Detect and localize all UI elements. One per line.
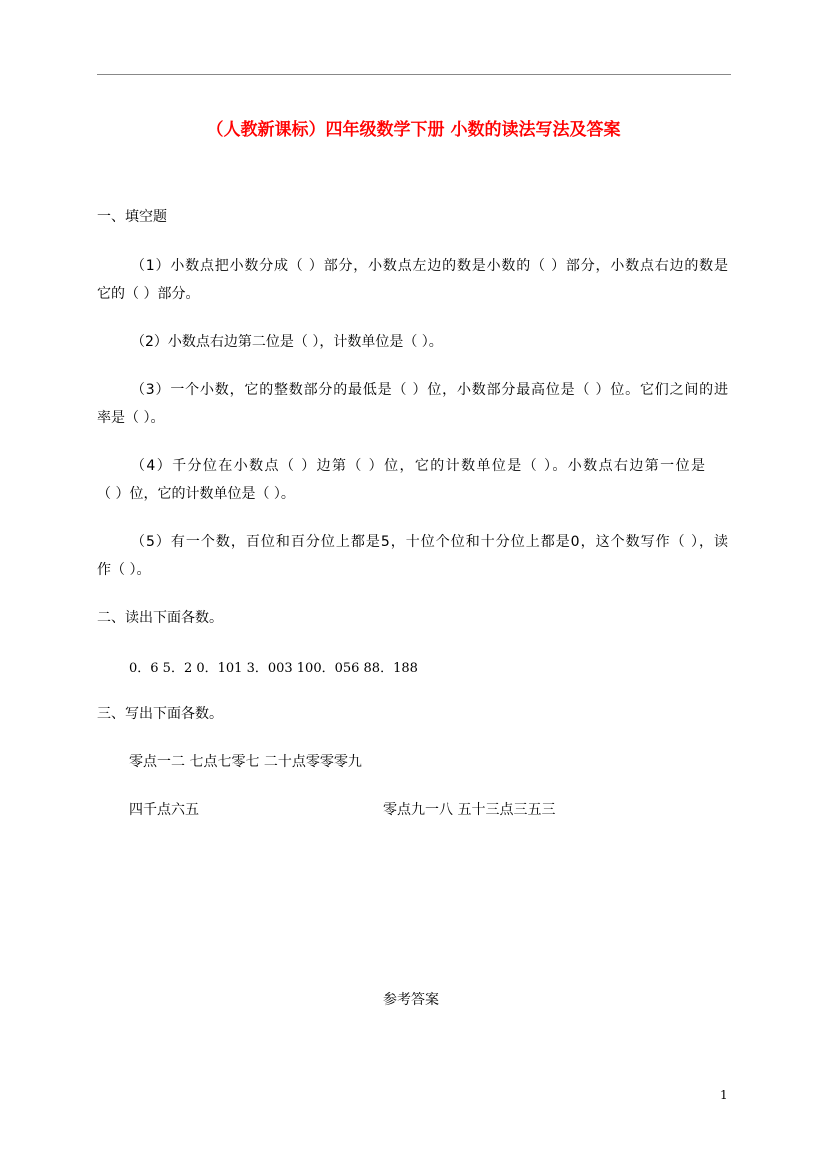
section3-heading: 三、写出下面各数。 [97,706,223,722]
document-title: （人教新课标）四年级数学下册 小数的读法写法及答案 [206,120,621,140]
question-2: （2）小数点右边第二位是（ ），计数单位是（ ）。 [131,334,443,350]
numbers-to-write-row-1: 零点一二 七点七零七 二十点零零零九 [129,754,362,770]
question-1-line-1: （1）小数点把小数分成（ ）部分，小数点左边的数是小数的（ ）部分，小数点右边的数是 [131,258,728,274]
header-rule [97,74,731,75]
section2-heading: 二、读出下面各数。 [97,610,223,626]
numbers-to-write-row-2-left: 四千点六五 [129,802,199,818]
question-4-line-2: （ ）位，它的计数单位是（ ）。 [97,486,295,502]
question-1-line-2: 它的（ ）部分。 [97,286,200,302]
numbers-to-read: 0．6 5．2 0．101 3．003 100．056 88．188 [129,661,418,676]
question-5-line-1: （5）有一个数，百位和百分位上都是5，十位个位和十分位上都是0，这个数写作（ ），读 [131,534,728,550]
question-5-line-2: 作（ ）。 [97,562,151,578]
page-number: 1 [720,1088,728,1102]
question-3-line-2: 率是（ ）。 [97,410,165,426]
question-4-line-1: （4）千分位在小数点（ ）边第（ ）位，它的计数单位是（ ）。小数点右边第一位是 [131,458,705,474]
section1-heading: 一、填空题 [97,209,167,225]
numbers-to-write-row-2-right: 零点九一八 五十三点三五三 [383,802,556,818]
question-3-line-1: （3）一个小数，它的整数部分的最低是（ ）位，小数部分最高位是（ ）位。它们之间的进 [131,382,728,398]
answers-heading: 参考答案 [383,992,439,1008]
